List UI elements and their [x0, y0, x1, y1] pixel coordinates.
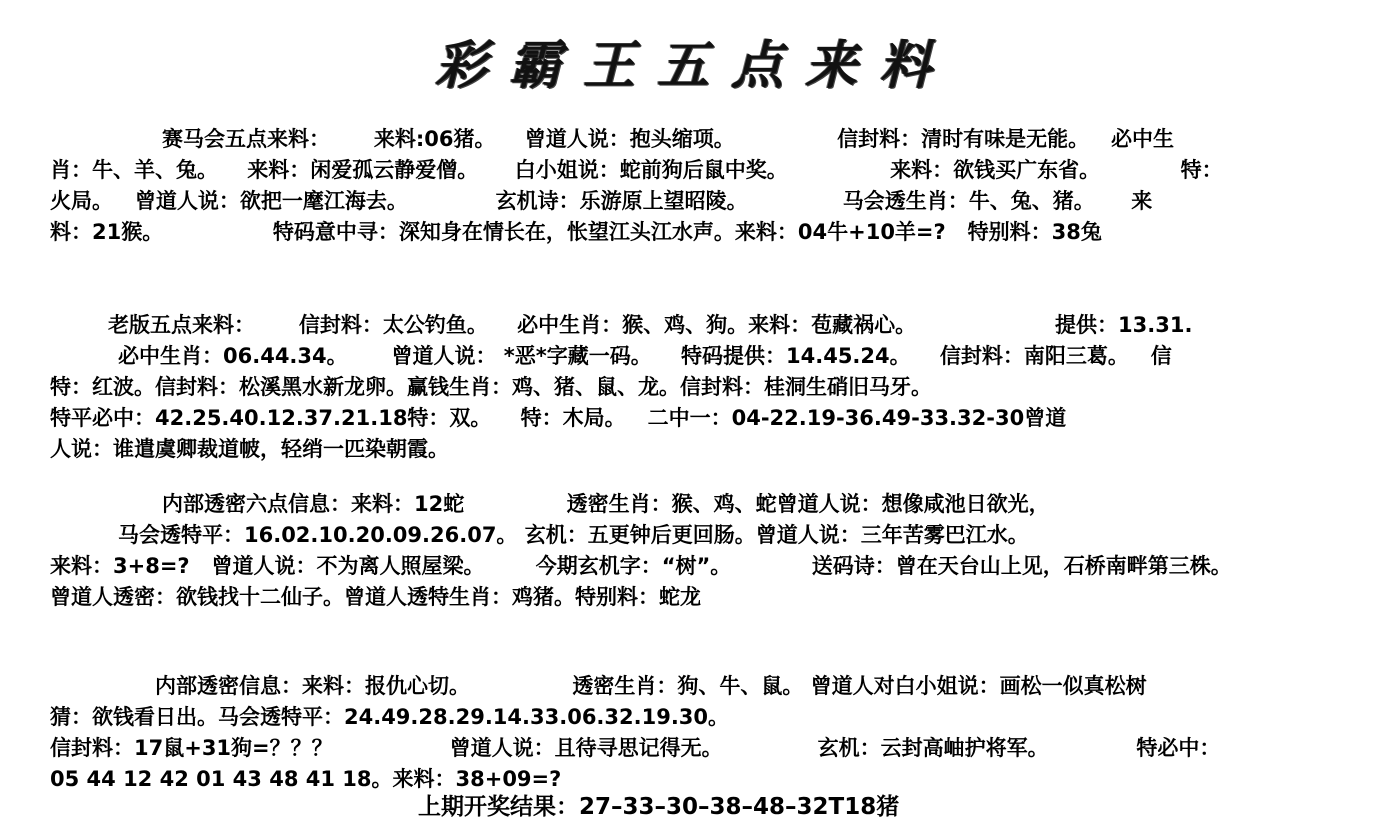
section-3-line-4: 曾道人透密：欲钱找十二仙子。曾道人透特生肖：鸡猪。特别料：蛇龙: [50, 585, 701, 609]
section-2-line-1: 老版五点来料： 信封料：太公钓鱼。 必中生肖：猴、鸡、狗。来料：苞藏祸心。 提供：13.31.: [108, 313, 1193, 337]
section-4-line-4: 05 44 12 42 01 43 48 41 18。来料：38+09=?: [50, 767, 562, 791]
section-1-line-2: 肖：牛、羊、兔。 来料：闲爱孤云静爱僧。 白小姐说：蛇前狗后鼠中奖。 来料：欲钱买广东省。 特：: [50, 158, 1223, 182]
section-1-line-4: 料：21猴。 特码意中寻：深知身在情长在，怅望江头江水声。来料：04牛+10羊=? 特别料：38兔: [50, 220, 1102, 244]
section-1-line-1: 赛马会五点来料： 来料:06猪。 曾道人说：抱头缩项。 信封料：清时有味是无能。 必中生: [162, 127, 1175, 151]
section-3-line-2: 马会透特平：16.02.10.20.09.26.07。 玄机：五更钟后更回肠。曾道人说：三年苦雾巴江水。: [118, 523, 1029, 547]
section-4-line-2: 猜：欲钱看日出。马会透特平：24.49.28.29.14.33.06.32.19.30。: [50, 705, 730, 729]
section-3-line-3: 来料：3+8=? 曾道人说：不为离人照屋梁。 今期玄机字：“树”。 送码诗：曾在天台山上见，石桥南畔第三株。: [50, 554, 1232, 578]
section-2-line-5: 人说：谁遣虞卿裁道帔，轻绡一匹染朝霞。: [50, 437, 449, 461]
section-4-line-3: 信封料：17鼠+31狗=？？？ 曾道人说：且待寻思记得无。 玄机：云封高岫护将军。 特必中：: [50, 736, 1221, 760]
last-draw-result: 上期开奖结果：27–33–30–38–48–32T18猪: [418, 794, 900, 820]
section-2-line-4: 特平必中：42.25.40.12.37.21.18特：双。 特：木局。 二中一：04-22.19-36.49-33.32-30曾道: [50, 406, 1067, 430]
page-title: 彩霸王五点来料: [434, 35, 953, 96]
section-4-line-1: 内部透密信息：来料：报仇心切。 透密生肖：狗、牛、鼠。 曾道人对白小姐说：画松一似真松树: [155, 674, 1147, 698]
section-3-line-1: 内部透密六点信息：来料：12蛇 透密生肖：猴、鸡、蛇曾道人说：想像咸池日欲光，: [162, 492, 1050, 516]
section-2-line-2: 必中生肖：06.44.34。 曾道人说： *恶*字藏一码。 特码提供：14.45.24。 信封料：南阳三葛。 信: [118, 344, 1172, 368]
section-2-line-3: 特：红波。信封料：松溪黑水新龙卵。赢钱生肖：鸡、猪、鼠、龙。信封料：桂洞生硝旧马牙。: [50, 375, 932, 399]
section-1-line-3: 火局。 曾道人说：欲把一麾江海去。 玄机诗：乐游原上望昭陵。 马会透生肖：牛、兔、猪。 来: [50, 189, 1153, 213]
